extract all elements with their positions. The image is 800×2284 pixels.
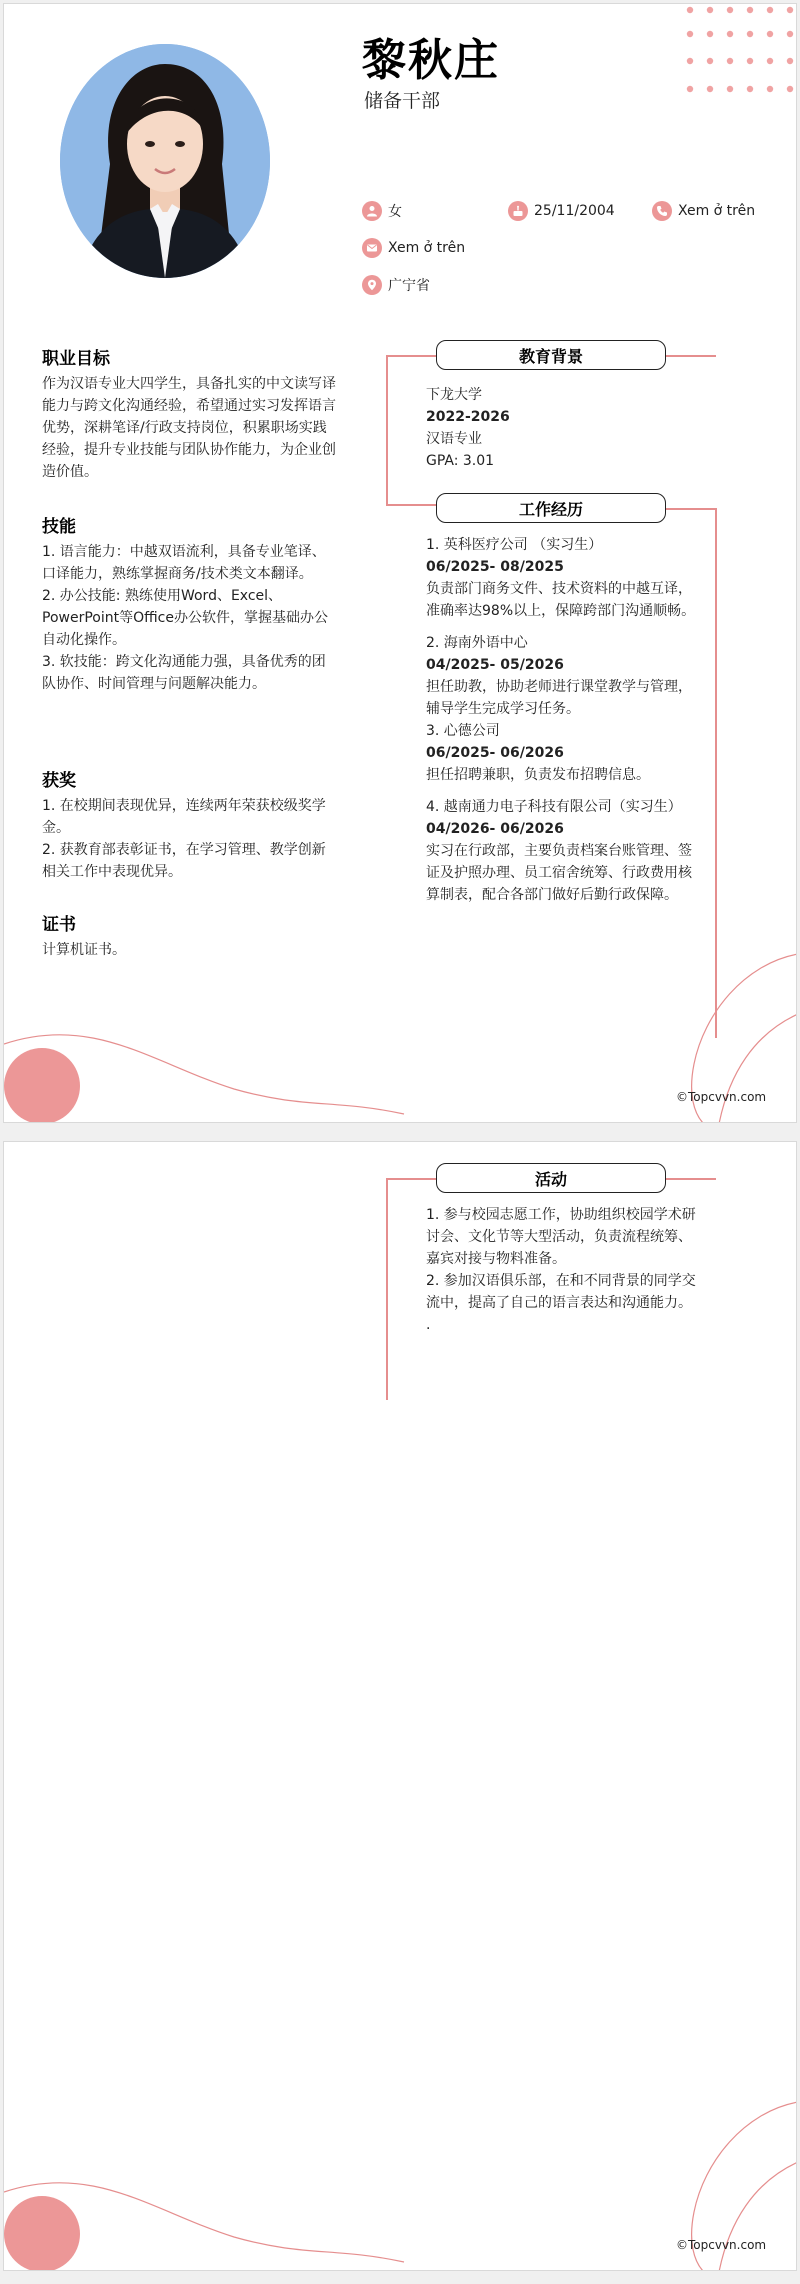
experience-heading: 工作经历 [436,493,666,523]
watermark: ©Topcvvn.com [676,1090,767,1104]
certificates-heading: 证书 [42,915,76,935]
activity-item: 2. 参加汉语俱乐部，在和不同背景的同学交流中，提高了自己的语言表达和沟通能力。 [426,1273,696,1311]
phone-value: Xem ở trên [678,203,756,219]
certificates-section [42,910,338,961]
watermark: ©Topcvvn.com [676,2238,767,2252]
job-company: 3. 心德公司 [426,723,500,739]
award-item: 2. 获教育部表彰证书，在学习管理、教学创新相关工作中表现优异。 [42,842,326,880]
location-pin-icon [362,275,382,295]
experience-content [426,534,700,906]
award-item: 1. 在校期间表现优异，连续两年荣获校级奖学金。 [42,798,326,836]
education-line [386,355,388,505]
activity-item: . [426,1317,431,1333]
job-company: 1. 英科医疗公司 （实习生） [426,537,603,553]
cake-icon [508,201,528,221]
envelope-icon [362,238,382,258]
job-description: 担任助教，协助老师进行课堂教学与管理，辅导学生完成学习任务。 [426,679,692,717]
experience-rule [666,508,716,510]
skill-item: 1. 语言能力：中越双语流利，具备专业笔译、口译能力，熟练掌握商务/技术类文本翻译。 [42,544,326,582]
job-company: 4. 越南通力电子科技有限公司（实习生） [426,799,682,815]
decor-circle [4,2196,80,2271]
gender-value: 女 [388,204,402,220]
address-info [362,274,430,296]
dot-pattern [686,4,796,104]
job-title: 储备干部 [364,90,441,112]
birthdate-info [508,200,615,222]
education-content [426,384,700,472]
resume-page-2 [3,1141,797,2271]
objective-heading: 职业目标 [42,349,110,369]
job-period: 06/2025- 06/2026 [426,745,564,761]
activities-heading: 活动 [436,1163,666,1193]
awards-section [42,766,338,883]
job-company: 2. 海南外语中心 [426,635,528,651]
school-name: 下龙大学 [426,387,482,403]
phone-info [652,200,755,222]
experience-line [715,508,717,1038]
activities-line [386,1178,388,1400]
job-period: 04/2025- 05/2026 [426,657,564,673]
birthdate-value: 25/11/2004 [534,203,615,219]
skill-item: 2. 办公技能: 熟练使用Word、Excel、PowerPoint等Office办公软件，掌握基础办公自动化操作。 [42,588,328,648]
gpa: GPA: 3.01 [426,453,495,469]
job-description: 实习在行政部，主要负责档案台账管理、签证及护照办理、员工宿舍统筹、行政费用核算制表，配合各部门做好后勤行政保障。 [426,843,692,903]
job-entry [426,632,700,720]
job-entry [426,534,700,622]
objective-section [42,344,338,483]
person-icon [362,201,382,221]
gender-info [362,200,402,222]
certificates-text: 计算机证书。 [42,942,126,958]
job-entry [426,720,700,786]
major: 汉语专业 [426,431,482,447]
job-period: 06/2025- 08/2025 [426,559,564,575]
decor-circle [4,1048,80,1123]
skills-heading: 技能 [42,517,76,537]
skill-item: 3. 软技能：跨文化沟通能力强，具备优秀的团队协作、时间管理与问题解决能力。 [42,654,326,692]
activity-item: 1. 参与校园志愿工作，协助组织校园学术研讨会、文化节等大型活动，负责流程统筹、嘉宾对接与物料准备。 [426,1207,696,1267]
job-entry [426,796,700,906]
job-description: 负责部门商务文件、技术资料的中越互译，准确率达98%以上，保障跨部门沟通顺畅。 [426,581,696,619]
activities-content [426,1204,700,1336]
education-period: 2022-2026 [426,409,510,425]
profile-photo [60,44,270,278]
candidate-name: 黎秋庄 [362,35,500,86]
job-description: 担任招聘兼职，负责发布招聘信息。 [426,767,650,783]
address-value: 广宁省 [388,278,430,294]
email-value: Xem ở trên [388,240,466,256]
awards-heading: 获奖 [42,771,76,791]
phone-icon [652,201,672,221]
skills-section [42,512,338,695]
objective-text: 作为汉语专业大四学生，具备扎实的中文读写译能力与跨文化沟通经验，希望通过实习发挥语言优势，深耕笔译/行政支持岗位，积累职场实践经验，提升专业技能与团队协作能力，为企业创造价值。 [42,376,336,480]
job-period: 04/2026- 06/2026 [426,821,564,837]
resume-page-1 [3,3,797,1123]
email-info [362,237,465,259]
education-heading: 教育背景 [436,340,666,370]
